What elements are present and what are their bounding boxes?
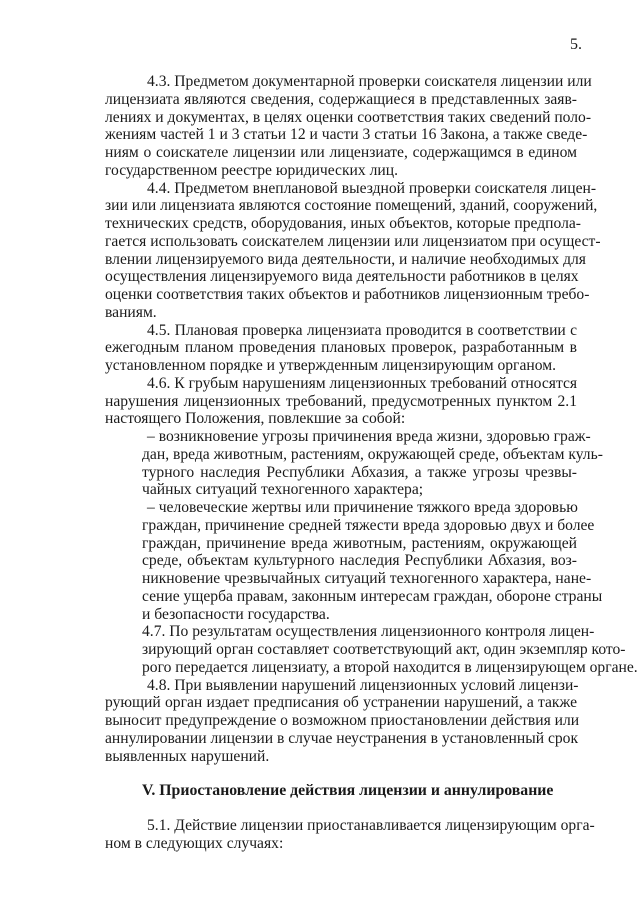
text-line: влении лицензируемого вида деятельности, и наличие необходимых для <box>105 250 586 268</box>
text-line: лицензиата являются сведения, содержащиеся в представленных заяв- <box>105 90 577 108</box>
text-line: никновение чрезвычайных ситуаций техногенного характера, нане- <box>142 570 592 587</box>
page-number: 5. <box>570 36 582 53</box>
paragraph <box>105 676 580 766</box>
text-line: среде, объектам культурного наследия Республики Абхазия, воз- <box>142 552 577 570</box>
list-item <box>105 428 603 499</box>
text-line: 4.4. Предметом внеплановой выездной проверки соискателя лицен- <box>147 179 597 197</box>
text-line: аннулировании лицензии в случае неустранения в установленный срок <box>105 729 579 747</box>
text-line: ежегодным планом проведения плановых проверок, разработанным в <box>105 339 577 357</box>
paragraph <box>105 73 592 180</box>
text-line: сение ущерба правам, законным интересам граждан, обороне страны <box>142 587 603 605</box>
text-line: 4.5. Плановая проверка лицензиата проводится в соответствии с <box>147 321 577 339</box>
paragraph <box>105 375 577 428</box>
text-line: ваниям. <box>105 303 157 321</box>
text-line: ниям о соискателе лицензии или лицензиате, содержащимся в едином <box>105 144 577 161</box>
text-line: граждан, причинение средней тяжести вреда здоровью двух и более <box>142 516 595 534</box>
text-line: осуществления лицензируемого вида деятельности работников в целях <box>105 268 579 286</box>
paragraph <box>105 179 601 322</box>
text-line: выносит предупреждение о возможном приостановлении действия или <box>105 712 580 729</box>
list-item <box>105 499 603 623</box>
text-line: государственном реестре юридических лиц. <box>105 161 398 179</box>
text-line: граждан, причинение вреда животным, растениям, окружающей <box>142 534 577 552</box>
text-line: жениям частей 1 и 3 статьи 12 и части 3 статьи 16 Закона, а также сведе- <box>105 126 588 144</box>
text-line: зирующий орган составляет соответствующий акт, один экземпляр кото- <box>142 641 626 658</box>
text-line: дан, вреда животным, растениям, окружающей среде, объектам куль- <box>142 445 603 463</box>
text-line: – человеческие жертвы или причинение тяжкого вреда здоровью <box>147 499 578 516</box>
text-line: установленном порядке и утвержденным лицензирующим органом. <box>105 357 556 374</box>
text-line: рующий орган издает предписания об устранении нарушений, а также <box>105 694 577 712</box>
document-body <box>105 73 638 853</box>
text-line: оценки соответствия таких объектов и работников лицензионным требо- <box>105 286 590 303</box>
text-line: выявленных нарушений. <box>105 747 270 765</box>
text-line: 4.6. К грубым нарушениям лицензионных требований относятся <box>147 374 578 392</box>
text-line: настоящего Положения, повлекшие за собой: <box>105 410 406 428</box>
text-line: ном в следующих случаях: <box>105 834 284 852</box>
section-heading: V. Приостановление действия лицензии и аннулирование <box>142 782 554 800</box>
text-line: и безопасности государства. <box>142 605 330 623</box>
text-line: зии или лицензиата являются состояние помещений, зданий, сооружений, <box>105 197 598 215</box>
paragraph <box>105 623 638 676</box>
text-line: гается использовать соискателем лицензии или лицензиатом при осущест- <box>105 232 601 250</box>
text-line: 5.1. Действие лицензии приостанавливается лицензирующим орга- <box>147 817 595 834</box>
text-line: лениях и документах, в целях оценки соответствия таких сведений поло- <box>105 108 592 126</box>
text-line: турного наследия Республики Абхазия, а также угрозы чрезвы- <box>142 463 577 481</box>
text-line: чайных ситуаций техногенного характера; <box>142 481 424 499</box>
text-line: нарушения лицензионных требований, предусмотренных пунктом 2.1 <box>105 392 577 410</box>
text-line: 4.8. При выявлении нарушений лицензионных условий лицензи- <box>147 676 579 694</box>
text-line: 4.3. Предметом документарной проверки соискателя лицензии или <box>147 73 592 90</box>
text-line: 4.7. По результатам осуществления лицензионного контроля лицен- <box>142 623 595 641</box>
text-line: – возникновение угрозы причинения вреда жизни, здоровью граж- <box>147 428 591 445</box>
paragraph <box>105 817 595 853</box>
text-line: рого передается лицензиату, а второй находится в лицензирующем органе. <box>142 658 638 676</box>
text-line: технических средств, оборудования, иных объектов, которые предпола- <box>105 215 581 232</box>
paragraph <box>105 322 577 375</box>
